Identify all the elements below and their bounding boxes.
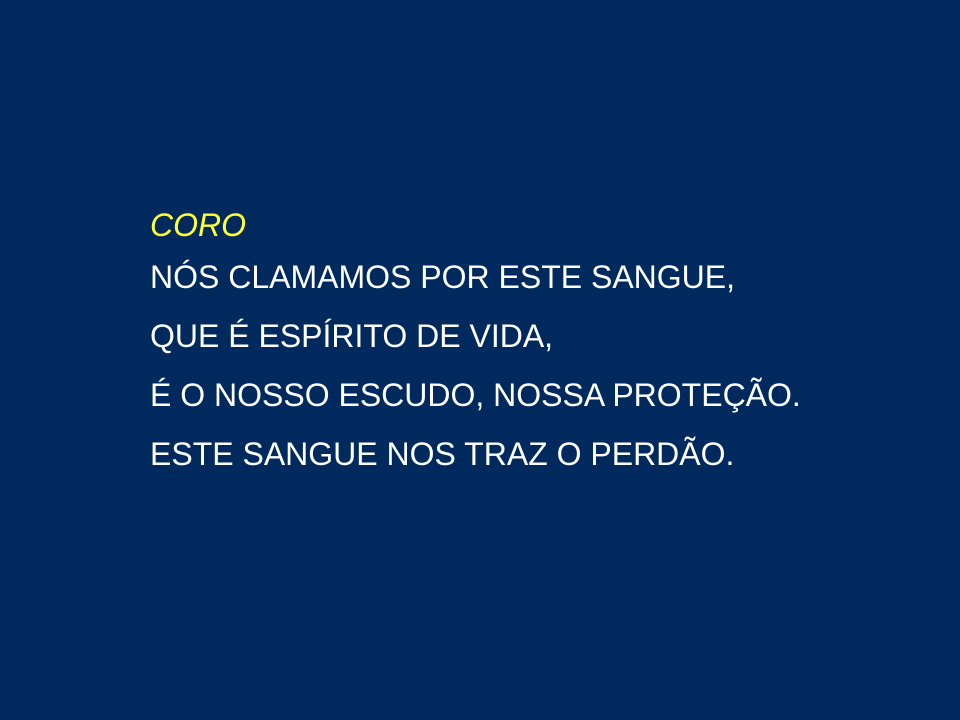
lyric-line-3: É O NOSSO ESCUDO, NOSSA PROTEÇÃO. bbox=[150, 377, 801, 413]
lyrics-block bbox=[150, 202, 801, 484]
lyric-line-4: ESTE SANGUE NOS TRAZ O PERDÃO. bbox=[150, 436, 735, 472]
lyric-line-2: QUE É ESPÍRITO DE VIDA, bbox=[150, 318, 554, 354]
section-heading: CORO bbox=[150, 207, 246, 243]
lyric-line-1: NÓS CLAMAMOS POR ESTE SANGUE, bbox=[150, 259, 735, 295]
